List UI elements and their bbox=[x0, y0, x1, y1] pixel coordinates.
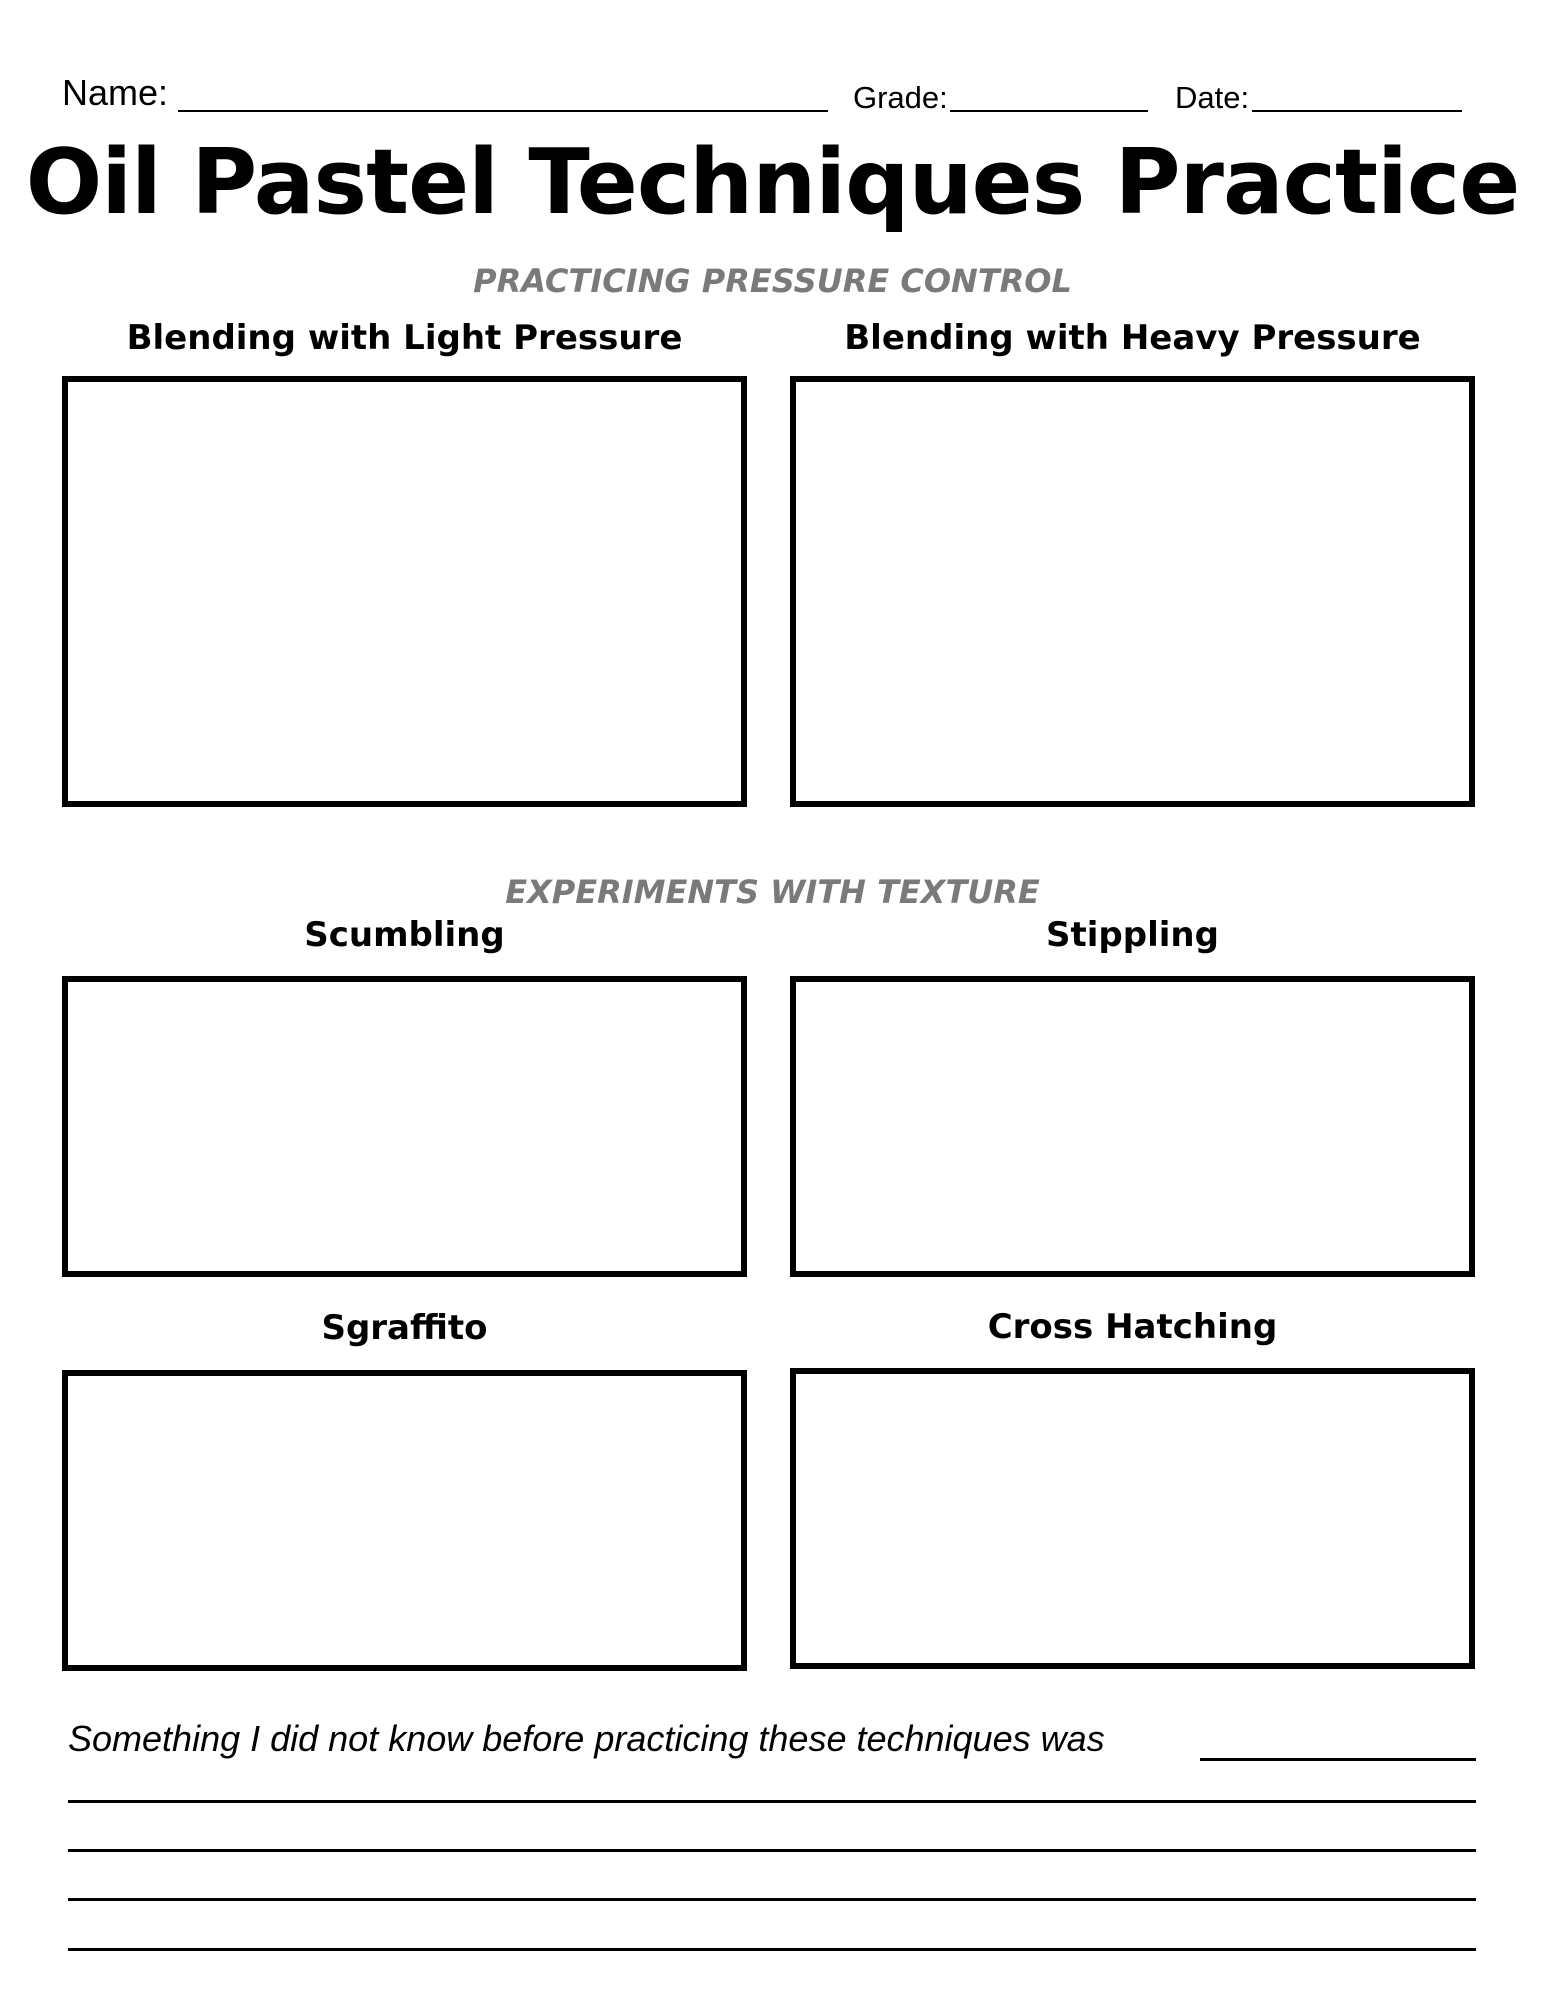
reflection-answer-line[interactable] bbox=[68, 1849, 1476, 1852]
reflection-answer-line[interactable] bbox=[68, 1948, 1476, 1951]
grade-label: Grade: bbox=[853, 80, 948, 115]
drawing-box-sgraffito[interactable] bbox=[62, 1370, 747, 1671]
name-input-line[interactable] bbox=[178, 80, 828, 112]
date-input-line[interactable] bbox=[1252, 82, 1462, 112]
name-label: Name: bbox=[62, 72, 169, 113]
page-title: Oil Pastel Techniques Practice bbox=[25, 130, 1520, 235]
reflection-prompt: Something I did not know before practicing these techniques was bbox=[68, 1718, 1105, 1759]
box-label-heavy-pressure: Blending with Heavy Pressure bbox=[844, 318, 1421, 358]
box-label-stippling: Stippling bbox=[1046, 915, 1219, 955]
section-heading-pressure: PRACTICING PRESSURE CONTROL bbox=[473, 262, 1072, 300]
box-label-light-pressure: Blending with Light Pressure bbox=[126, 318, 683, 358]
reflection-answer-line[interactable] bbox=[68, 1800, 1476, 1803]
box-label-cross-hatching: Cross Hatching bbox=[987, 1307, 1278, 1347]
box-label-scumbling: Scumbling bbox=[304, 915, 505, 955]
grade-input-line[interactable] bbox=[950, 82, 1148, 112]
reflection-answer-line[interactable] bbox=[68, 1898, 1476, 1901]
section-heading-texture: EXPERIMENTS WITH TEXTURE bbox=[505, 873, 1040, 911]
drawing-box-stippling[interactable] bbox=[790, 976, 1475, 1277]
box-label-sgraffito: Sgraffito bbox=[321, 1308, 488, 1348]
reflection-answer-line-start[interactable] bbox=[1200, 1730, 1476, 1761]
drawing-box-cross-hatching[interactable] bbox=[790, 1368, 1475, 1669]
drawing-box-light-pressure[interactable] bbox=[62, 376, 747, 807]
drawing-box-heavy-pressure[interactable] bbox=[790, 376, 1475, 807]
drawing-box-scumbling[interactable] bbox=[62, 976, 747, 1277]
date-label: Date: bbox=[1175, 80, 1250, 115]
